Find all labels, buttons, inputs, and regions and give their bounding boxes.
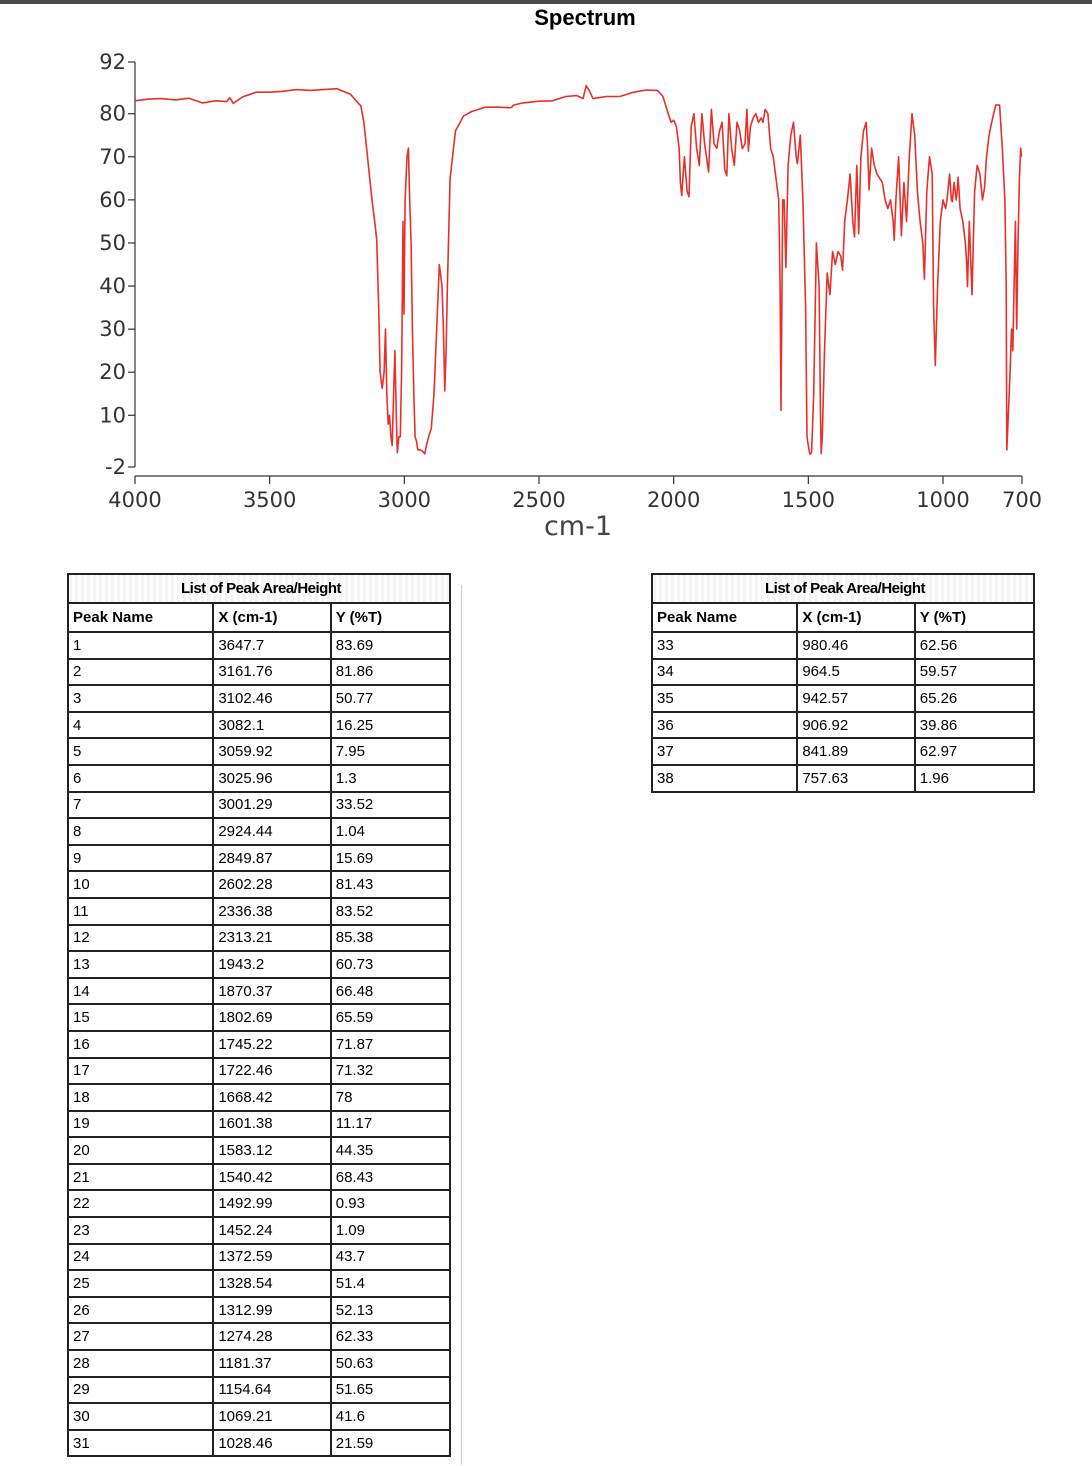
y-value-cell: 1.96	[915, 765, 1034, 792]
table-row	[68, 1217, 450, 1244]
peak-table-caption: List of Peak Area/Height	[68, 574, 450, 603]
peak-name-cell: 30	[68, 1403, 213, 1430]
peak-name-cell: 15	[68, 1004, 213, 1031]
y-value-cell: 15.69	[331, 845, 450, 872]
y-tick-label: 20	[99, 360, 126, 385]
x-value-cell: 1328.54	[213, 1270, 330, 1297]
table-row	[68, 978, 450, 1005]
table-row	[68, 765, 450, 792]
column-header-y: Y (%T)	[331, 603, 450, 632]
y-value-cell: 7.95	[331, 738, 450, 765]
table-row	[68, 898, 450, 925]
peak-name-cell: 5	[68, 738, 213, 765]
peak-name-cell: 29	[68, 1377, 213, 1404]
x-value-cell: 1492.99	[213, 1190, 330, 1217]
x-value-cell: 757.63	[797, 765, 914, 792]
peak-name-cell: 12	[68, 925, 213, 952]
column-header-y: Y (%T)	[915, 603, 1034, 632]
table-row	[68, 1244, 450, 1271]
y-value-cell: 83.52	[331, 898, 450, 925]
y-value-cell: 1.09	[331, 1217, 450, 1244]
y-value-cell: 51.65	[331, 1377, 450, 1404]
x-value-cell: 1583.12	[213, 1137, 330, 1164]
peak-table-body	[68, 632, 450, 1456]
x-value-cell: 3059.92	[213, 738, 330, 765]
peak-name-cell: 10	[68, 871, 213, 898]
table-row	[68, 925, 450, 952]
peak-name-cell: 20	[68, 1137, 213, 1164]
x-value-cell: 1870.37	[213, 978, 330, 1005]
x-value-cell: 1722.46	[213, 1058, 330, 1085]
x-axis	[108, 476, 1042, 512]
peak-name-cell: 31	[68, 1430, 213, 1457]
y-value-cell: 71.32	[331, 1058, 450, 1085]
y-axis	[99, 50, 135, 479]
peak-name-cell: 24	[68, 1244, 213, 1271]
peak-name-cell: 28	[68, 1350, 213, 1377]
table-row	[68, 1190, 450, 1217]
table-row	[68, 1377, 450, 1404]
peak-name-cell: 26	[68, 1297, 213, 1324]
y-value-cell: 85.38	[331, 925, 450, 952]
x-value-cell: 3161.76	[213, 659, 330, 686]
table-row	[68, 1111, 450, 1138]
peak-name-cell: 13	[68, 951, 213, 978]
table-row	[68, 1004, 450, 1031]
y-tick-label: 50	[99, 230, 126, 255]
peak-name-cell: 27	[68, 1323, 213, 1350]
x-value-cell: 906.92	[797, 712, 914, 739]
y-value-cell: 16.25	[331, 712, 450, 739]
table-row	[68, 845, 450, 872]
x-value-cell: 1668.42	[213, 1084, 330, 1111]
x-value-cell: 1601.38	[213, 1111, 330, 1138]
y-value-cell: 1.04	[331, 818, 450, 845]
table-row	[68, 818, 450, 845]
y-value-cell: 0.93	[331, 1190, 450, 1217]
y-value-cell: 68.43	[331, 1164, 450, 1191]
y-value-cell: 11.17	[331, 1111, 450, 1138]
table-row	[652, 659, 1034, 686]
y-value-cell: 66.48	[331, 978, 450, 1005]
x-value-cell: 2602.28	[213, 871, 330, 898]
table-row	[68, 1031, 450, 1058]
x-value-cell: 3102.46	[213, 685, 330, 712]
x-value-cell: 2313.21	[213, 925, 330, 952]
table-row	[68, 1084, 450, 1111]
peak-table-body	[652, 632, 1034, 792]
table-row	[68, 792, 450, 819]
x-tick-label: 3000	[377, 488, 432, 512]
x-value-cell: 1028.46	[213, 1430, 330, 1457]
y-value-cell: 78	[331, 1084, 450, 1111]
table-row	[68, 1323, 450, 1350]
y-tick-label: 92	[99, 50, 126, 74]
peak-table-caption: List of Peak Area/Height	[652, 574, 1034, 603]
table-row	[68, 1164, 450, 1191]
y-value-cell: 62.97	[915, 738, 1034, 765]
table-row	[68, 1403, 450, 1430]
peak-name-cell: 4	[68, 712, 213, 739]
peak-name-cell: 8	[68, 818, 213, 845]
y-value-cell: 41.6	[331, 1403, 450, 1430]
peak-name-cell: 11	[68, 898, 213, 925]
peak-table-left	[67, 573, 451, 1457]
y-tick-label: -2	[105, 455, 126, 479]
y-value-cell: 71.87	[331, 1031, 450, 1058]
peak-name-cell: 2	[68, 659, 213, 686]
peak-name-cell: 19	[68, 1111, 213, 1138]
x-value-cell: 942.57	[797, 685, 914, 712]
peak-name-cell: 33	[652, 632, 797, 659]
table-row	[68, 1430, 450, 1457]
table-row	[68, 1350, 450, 1377]
x-value-cell: 2924.44	[213, 818, 330, 845]
y-value-cell: 81.43	[331, 871, 450, 898]
x-value-cell: 1452.24	[213, 1217, 330, 1244]
x-tick-label: 1500	[781, 488, 836, 512]
y-value-cell: 65.26	[915, 685, 1034, 712]
spectrum-chart	[0, 0, 1092, 560]
x-tick-label: 2500	[512, 488, 566, 512]
y-tick-label: 70	[99, 144, 126, 169]
table-row	[652, 632, 1034, 659]
column-header-x: X (cm-1)	[797, 603, 914, 632]
peak-name-cell: 16	[68, 1031, 213, 1058]
y-value-cell: 60.73	[331, 951, 450, 978]
y-value-cell: 50.77	[331, 685, 450, 712]
table-row	[68, 712, 450, 739]
x-value-cell: 2336.38	[213, 898, 330, 925]
peak-name-cell: 18	[68, 1084, 213, 1111]
x-value-cell: 1540.42	[213, 1164, 330, 1191]
y-value-cell: 43.7	[331, 1244, 450, 1271]
x-tick-label: 700	[1001, 488, 1043, 512]
x-value-cell: 2849.87	[213, 845, 330, 872]
x-value-cell: 3647.7	[213, 632, 330, 659]
y-tick-label: 40	[99, 274, 126, 299]
peak-name-cell: 9	[68, 845, 213, 872]
x-value-cell: 980.46	[797, 632, 914, 659]
y-value-cell: 52.13	[331, 1297, 450, 1324]
table-row	[68, 871, 450, 898]
table-row	[68, 738, 450, 765]
x-tick-label: 1000	[916, 488, 970, 512]
chart-title: Spectrum	[534, 5, 636, 30]
y-value-cell: 51.4	[331, 1270, 450, 1297]
y-value-cell: 62.56	[915, 632, 1034, 659]
peak-name-cell: 22	[68, 1190, 213, 1217]
peak-name-cell: 25	[68, 1270, 213, 1297]
y-value-cell: 62.33	[331, 1323, 450, 1350]
x-value-cell: 3082.1	[213, 712, 330, 739]
peak-name-cell: 23	[68, 1217, 213, 1244]
x-value-cell: 1943.2	[213, 951, 330, 978]
y-tick-label: 60	[99, 187, 126, 212]
table-row	[68, 1297, 450, 1324]
x-value-cell: 3025.96	[213, 765, 330, 792]
x-value-cell: 1274.28	[213, 1323, 330, 1350]
table-row	[68, 951, 450, 978]
column-header-x: X (cm-1)	[213, 603, 330, 632]
y-tick-label: 30	[99, 317, 126, 342]
y-value-cell: 33.52	[331, 792, 450, 819]
x-value-cell: 1802.69	[213, 1004, 330, 1031]
peak-name-cell: 1	[68, 632, 213, 659]
table-row	[68, 659, 450, 686]
x-value-cell: 1154.64	[213, 1377, 330, 1404]
peak-name-cell: 3	[68, 685, 213, 712]
peak-name-cell: 17	[68, 1058, 213, 1085]
table-row	[68, 1137, 450, 1164]
x-tick-label: 4000	[108, 488, 162, 512]
peak-name-cell: 36	[652, 712, 797, 739]
y-value-cell: 59.57	[915, 659, 1034, 686]
y-tick-label: 10	[99, 403, 126, 428]
table-row	[652, 685, 1034, 712]
x-tick-label: 2000	[646, 488, 701, 512]
x-value-cell: 1181.37	[213, 1350, 330, 1377]
y-tick-label: 80	[99, 101, 126, 126]
x-value-cell: 1069.21	[213, 1403, 330, 1430]
peak-name-cell: 38	[652, 765, 797, 792]
x-value-cell: 1312.99	[213, 1297, 330, 1324]
x-axis-title: cm-1	[543, 511, 613, 542]
y-value-cell: 1.3	[331, 765, 450, 792]
peak-table-right	[651, 573, 1035, 793]
peak-name-cell: 6	[68, 765, 213, 792]
table-row	[652, 738, 1034, 765]
peak-name-cell: 35	[652, 685, 797, 712]
x-value-cell: 3001.29	[213, 792, 330, 819]
peak-name-cell: 21	[68, 1164, 213, 1191]
table-row	[68, 1058, 450, 1085]
table-row	[68, 632, 450, 659]
column-header-peak-name: Peak Name	[68, 603, 213, 632]
x-value-cell: 964.5	[797, 659, 914, 686]
peak-name-cell: 14	[68, 978, 213, 1005]
x-value-cell: 841.89	[797, 738, 914, 765]
x-value-cell: 1745.22	[213, 1031, 330, 1058]
table-row	[652, 712, 1034, 739]
x-tick-label: 3500	[242, 488, 297, 512]
y-value-cell: 65.59	[331, 1004, 450, 1031]
column-header-peak-name: Peak Name	[652, 603, 797, 632]
y-value-cell: 83.69	[331, 632, 450, 659]
y-value-cell: 81.86	[331, 659, 450, 686]
spectrum-line	[135, 86, 1022, 455]
y-value-cell: 21.59	[331, 1430, 450, 1457]
y-value-cell: 39.86	[915, 712, 1034, 739]
y-value-cell: 50.63	[331, 1350, 450, 1377]
peak-name-cell: 37	[652, 738, 797, 765]
scan-line-divider	[461, 585, 462, 1465]
table-row	[68, 685, 450, 712]
table-row	[652, 765, 1034, 792]
peak-name-cell: 7	[68, 792, 213, 819]
y-value-cell: 44.35	[331, 1137, 450, 1164]
peak-name-cell: 34	[652, 659, 797, 686]
table-row	[68, 1270, 450, 1297]
x-value-cell: 1372.59	[213, 1244, 330, 1271]
